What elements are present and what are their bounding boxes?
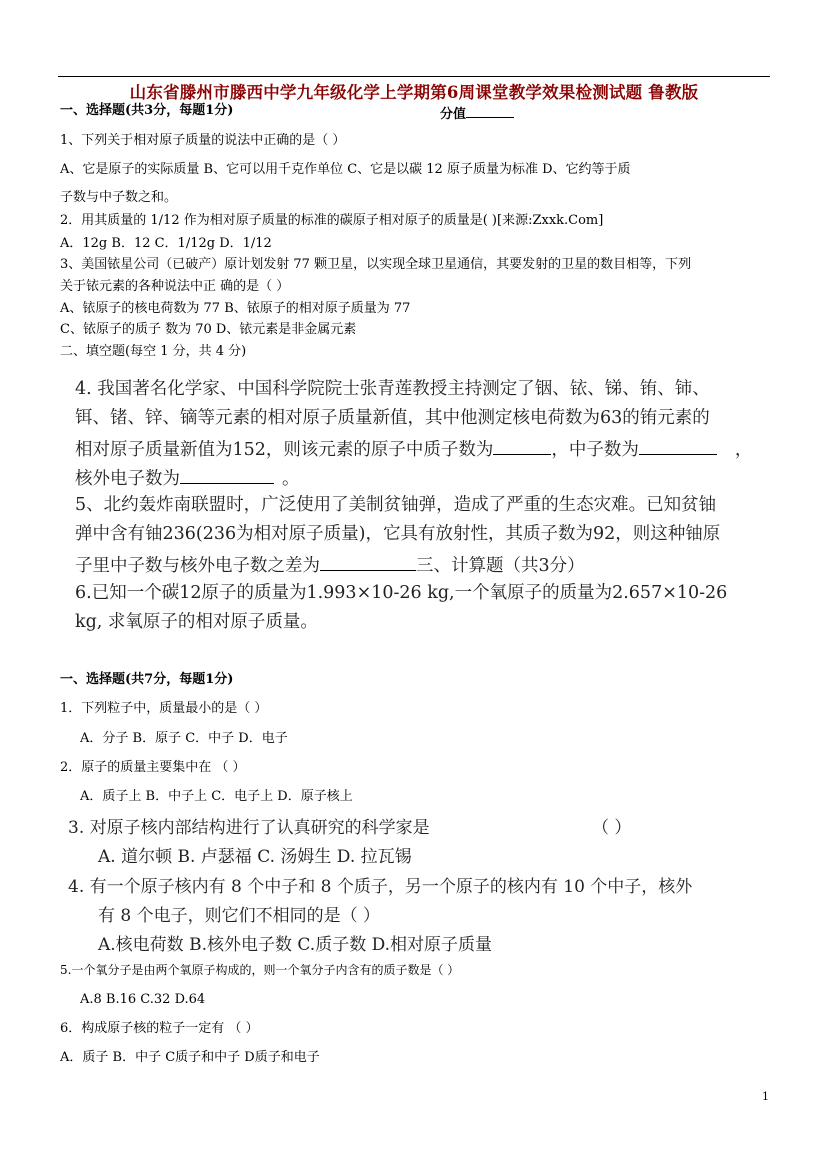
p1-q3-options-cd: C、铱原子的质子 数为 70 D、铱元素是非金属元素 (60, 322, 357, 337)
p1-q5-text-a: 子里中子数与核外电子数之差为 (75, 556, 320, 576)
score-field (440, 103, 514, 123)
p2-q2-options: A．质子上 B．中子上 C．电子上 D．原子核上 (80, 789, 353, 804)
page-number: 1 (762, 1090, 769, 1103)
fill-in-header: 二、填空题(每空 1 分，共 4 分) (60, 344, 247, 359)
neutron-count-blank (639, 436, 717, 455)
calc-header: 三、计算题（共3分） (416, 556, 585, 576)
electron-count-blank (180, 465, 274, 484)
difference-blank (320, 552, 416, 571)
p2-q3-options: A. 道尔顿 B. 卢瑟福 C. 汤姆生 D. 拉瓦锡 (98, 847, 412, 867)
document-title: 山东省滕州市滕西中学九年级化学上学期第6周课堂教学效果检测试题 鲁教版 (129, 83, 699, 102)
p1-q6-line1: 6.已知一个碳12原子的质量为1.993×10-26 kg,一个氧原子的质量为2.657×10-26 (75, 583, 728, 603)
p1-q4-text-c: ， (734, 440, 753, 460)
p1-q6-line2: kg, 求氧原子的相对原子质量。 (75, 612, 318, 632)
p2-q3-paren: （ ） (592, 818, 632, 838)
p1-q5-line3 (75, 552, 585, 577)
p1-q2-stem: 2．用其质量的 1/12 作为相对原子质量的标准的碳原子相对原子的质量是( )[来源:Zxxk.Com] (60, 213, 604, 228)
p2-q6-options: A．质子 B．中子 C质子和中子 D质子和电子 (60, 1050, 320, 1065)
p1-q3-options-ab: A、铱原子的核电荷数为 77 B、铱原子的相对原子质量为 77 (60, 301, 411, 316)
p2-q4-line1: 4. 有一个原子核内有 8 个中子和 8 个质子，另一个原子的核内有 10 个中子，核外 (68, 877, 693, 897)
p1-q4-line2: 铒、锗、锌、镝等元素的相对原子质量新值，其中他测定核电荷数为63的铕元素的 (75, 408, 710, 428)
p2-q4-line2: 有 8 个电子，则它们不相同的是（ ） (98, 906, 381, 926)
p1-q1-options-cont: 子数与中子数之和。 (60, 190, 178, 205)
score-blank (466, 103, 514, 118)
p1-q1-stem: 1、下列关于相对原子质量的说法中正确的是（ ） (60, 133, 346, 148)
p2-q3-stem: 3. 对原子核内部结构进行了认真研究的科学家是 (68, 818, 430, 838)
proton-count-blank (493, 436, 551, 455)
p1-q4-line4 (75, 465, 300, 490)
header-rule (58, 76, 770, 77)
p1-q4-line1: 4. 我国著名化学家、中国科学院院士张青莲教授主持测定了铟、铱、锑、铕、铈、 (75, 379, 710, 399)
p1-q4-text-d: 核外电子数为 (75, 469, 180, 489)
p1-q3-stem-cont: 关于铱元素的各种说法中正 确的是（ ） (60, 279, 290, 294)
p1-q5-line1: 5、北约轰炸南联盟时，广泛使用了美制贫铀弹，造成了严重的生态灾难。已知贫铀 (75, 495, 717, 515)
p2-q2-stem: 2．原子的质量主要集中在 （ ） (60, 760, 246, 775)
p2-q5-stem: 5.一个氧分子是由两个氧原子构成的，则一个氧分子内含有的质子数是（ ） (60, 963, 460, 977)
p1-q4-line3 (75, 436, 752, 461)
p2-q4-options: A.核电荷数 B.核外电子数 C.质子数 D.相对原子质量 (98, 935, 493, 955)
part1-choice-header: 一、选择题(共3分，每题1分) (60, 103, 234, 118)
p2-q5-options: A.8 B.16 C.32 D.64 (80, 992, 206, 1007)
p2-q1-options: A．分子 B．原子 C．中子 D．电子 (80, 731, 288, 746)
p1-q4-text-b: ，中子数为 (551, 440, 639, 460)
p1-q2-options: A．12g B．12 C．1/12g D．1/12 (60, 236, 272, 251)
p1-q4-text-e: 。 (282, 469, 300, 489)
p2-q6-stem: 6．构成原子核的粒子一定有 （ ） (60, 1021, 259, 1036)
p1-q5-line2: 弹中含有铀236(236为相对原子质量)，它具有放射性，其质子数为92，则这种铀原 (75, 524, 721, 544)
score-label: 分值 (440, 107, 467, 122)
p1-q4-text-a: 相对原子质量新值为152，则该元素的原子中质子数为 (75, 440, 494, 460)
p1-q3-stem: 3、美国铱星公司（已破产）原计划发射 77 颗卫星，以实现全球卫星通信，其要发射的卫星的数目相等，下列 (60, 257, 692, 272)
p2-q1-stem: 1．下列粒子中，质量最小的是（ ） (60, 701, 268, 716)
p1-q1-options: A、它是原子的实际质量 B、它可以用千克作单位 C、它是以碳 12 原子质量为标准 D、它约等于质 (60, 162, 631, 177)
part2-choice-header: 一、选择题(共7分，每题1分) (60, 672, 234, 687)
